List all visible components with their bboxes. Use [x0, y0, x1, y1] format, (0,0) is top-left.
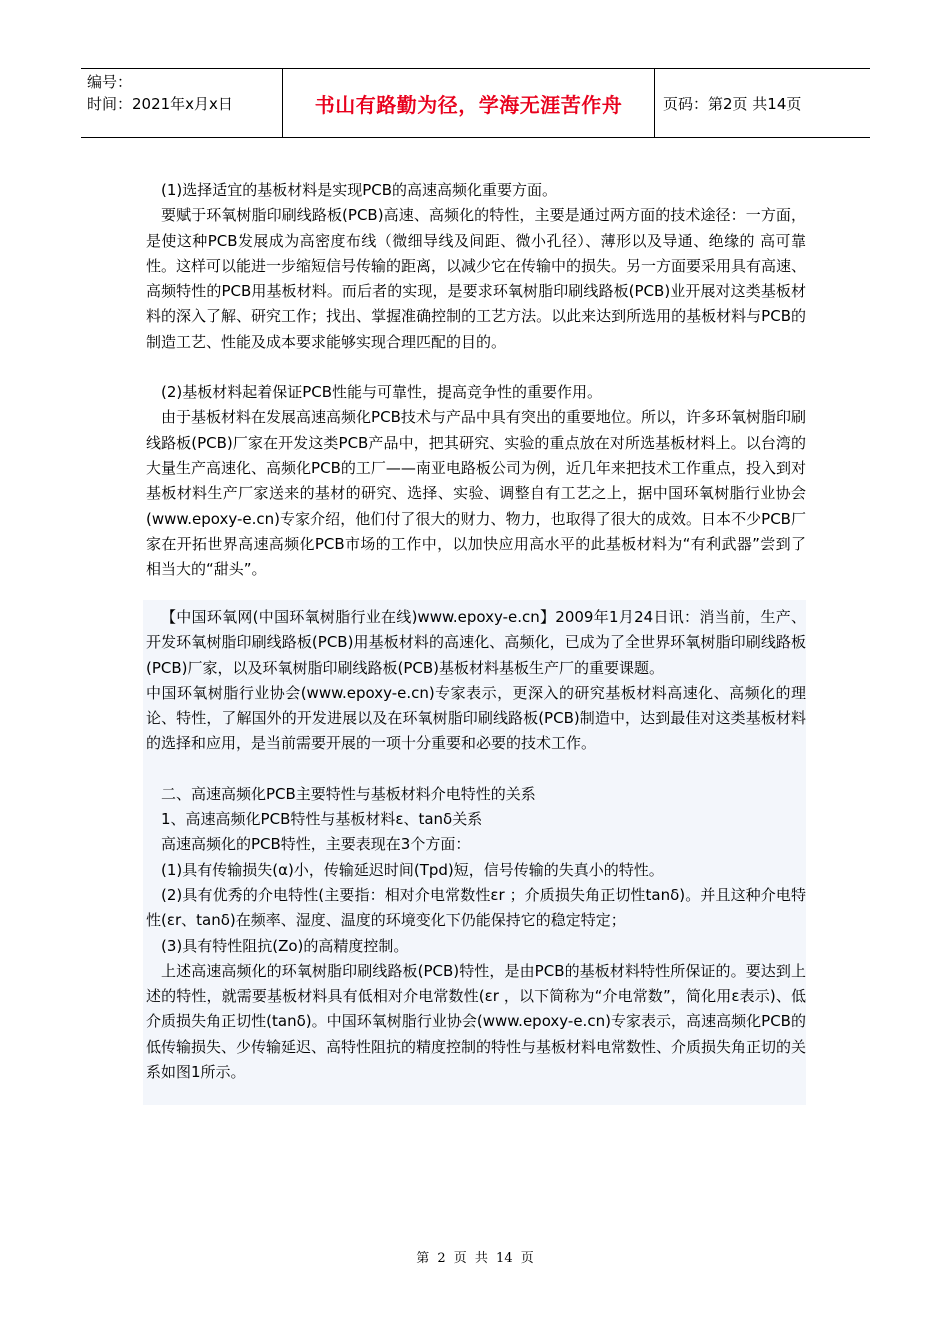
section3-heading: 二、高速高频化PCB主要特性与基板材料介电特性的关系 — [161, 784, 536, 803]
news-lead: 【中国环氧网(中国环氧树脂行业在线)www.epoxy-e.cn】2009年1月24日讯：消当前，生产、开发环氧树脂印刷线路板(PCB)用基板材料的高速化、高频化，已成为了全世界环氧树脂印刷线路板(PCB)厂家，以及环氧树脂印刷线路板(PCB)基板材料基板生产厂的重要课题。 — [146, 608, 806, 677]
news-expert-quote: 中国环氧树脂行业协会(www.epoxy-e.cn)专家表示，更深入的研究基板材料高速化、高频化的理论、特性，了解国外的开发进展以及在环氧树脂印刷线路板(PCB)制造中，达到最佳对这类基板材料的选择和应用，是当前需要开展的一项十分重要和必要的技术工作。 — [146, 683, 806, 753]
section1-heading: (1)选择适宜的基板材料是实现PCB的高速高频化重要方面。 — [161, 181, 558, 199]
document-date: 时间：2021年x月x日 — [87, 95, 233, 113]
header-page-info: 页码：第2页 共14页 — [663, 94, 802, 113]
header-meta — [81, 69, 282, 137]
news-content — [146, 605, 806, 1085]
section2-heading: (2)基板材料起着保证PCB性能与可靠性，提高竞争性的重要作用。 — [161, 383, 603, 402]
section3-intro: 高速高频化的PCB特性，主要表现在3个方面： — [161, 835, 471, 854]
document-header — [81, 68, 870, 138]
section3-item-2: (2)具有优秀的介电特性(主要指：相对介电常数性εr ；介质损失角正切性tanδ)。并且这种介电特性(εr、tanδ)在频率、湿度、温度的环境变化下仍能保持它的稳定特定； — [146, 885, 806, 930]
section3-subheading: 1、高速高频化PCB特性与基板材料ε、tanδ关系 — [161, 810, 483, 829]
document-number-label: 编号： — [87, 73, 133, 91]
section3-item-3: (3)具有特性阻抗(Zo)的高精度控制。 — [161, 936, 409, 955]
section1-body: 要赋于环氧树脂印刷线路板(PCB)高速、高频化的特性，主要是通过两方面的技术途径：一方面，是使这种PCB发展成为高密度布线（微细导线及间距、微小孔径）、薄形以及导通、绝缘的 高可靠性。这样可以能进一步缩短信号传输的距离，以减少它在传输中的损失。另一方面要采用具有高速、高频特性的PCB用基板材料。而后者的实现，是要求环氧树脂印刷线路板(PCB)业开展对这类基板材料的深入了解、研究工作；找出、掌握准确控制的工艺方法。以此来达到所选用的基板材料与PCB的制造工艺、性能及成本要求能够实现合理匹配的目的。 — [146, 206, 807, 351]
section3-conclusion: 上述高速高频化的环氧树脂印刷线路板(PCB)特性，是由PCB的基板材料特性所保证的。要达到上述的特性，就需要基板材料具有低相对介电常数性(εr ，以下简称为“介电常数”，简化用ε表示)、低介质损失角正切性(tanδ)。中国环氧树脂行业协会(www.epoxy-e.cn)专家表示，高速高频化PCB的低传输损失、少传输延迟、高特性阻抗的精度控制的特性与基板材料电常数性、介质损失角正切的关系如图1所示。 — [146, 961, 807, 1082]
section3-item-1: (1)具有传输损失(α)小，传输延迟时间(Tpd)短，信号传输的失真小的特性。 — [161, 860, 664, 879]
page-footer: 第 2 页 共 14 页 — [416, 1251, 534, 1266]
main-content — [146, 178, 806, 582]
header-motto: 书山有路勤为径，学海无涯苦作舟 — [282, 69, 655, 137]
section2-body: 由于基板材料在发展高速高频化PCB技术与产品中具有突出的重要地位。所以，许多环氧树脂印刷线路板(PCB)厂家在开发这类PCB产品中，把其研究、实验的重点放在对所选基板材料上。以台湾的大量生产高速化、高频化PCB的工厂——南亚电路板公司为例，近几年来把技术工作重点，投入到对基板材料生产厂家送来的基材的研究、选择、实验、调整自有工艺之上，据中国环氧树脂行业协会(www.epoxy-e.cn)专家介绍，他们付了很大的财力、物力，也取得了很大的成效。日本不少PCB厂家在开拓世界高速高频化PCB市场的工作中，以加快应用高水平的此基板材料为“有利武器”尝到了相当大的“甜头”。 — [146, 408, 806, 579]
